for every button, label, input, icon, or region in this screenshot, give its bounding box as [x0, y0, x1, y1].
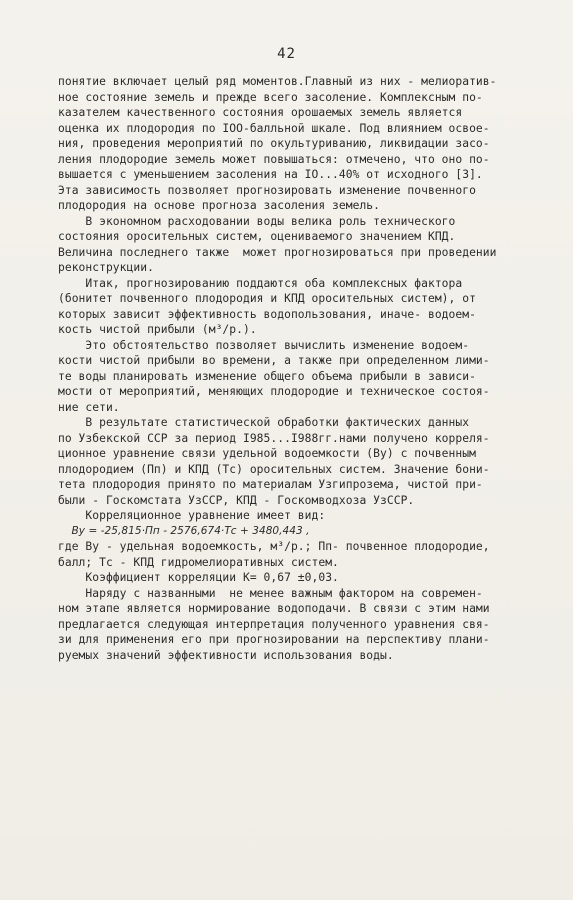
text-line: казателем качественного состояния орошаемых земель является [58, 106, 463, 119]
text-line: Эта зависимость позволяет прогнозировать изменение почвенного [58, 183, 476, 197]
page-number: 42 [277, 46, 296, 62]
text-line: Величина последнего также может прогнозироваться при проведении [58, 245, 497, 259]
text-line: те воды планировать изменение общего объема прибыли в зависи- [58, 369, 476, 383]
body-text [58, 74, 550, 663]
text-line: которых зависит эффективность водопользования, иначе- водоем- [58, 307, 476, 321]
text-line: состояния оросительных систем, оцениваемого значением КПД. [58, 230, 456, 243]
text-line: ния, проведения мероприятий по окультуриванию, ликвидации засо- [58, 137, 490, 150]
text-line: предлагается следующая интерпретация полученного уравнения свя- [58, 617, 490, 631]
text-line: Коэффициент корреляции К= 0,67 ±0,03. [58, 571, 339, 584]
text-line: плодородия на основе прогноза засоления земель. [58, 199, 381, 212]
text-line: ционное уравнение связи удельной водоемкости (Bу) с почвенным [58, 447, 476, 460]
text-line: кость чистой прибыли (м³/р.). [58, 323, 257, 336]
text-line: балл; Tс - КПД гидромелиоративных систем. [58, 555, 339, 569]
text-line: понятие включает целый ряд моментов.Главный из них - мелиоратив- [58, 75, 497, 88]
text-line: В экономном расходовании воды велика роль технического [58, 214, 456, 228]
text-line: ное состояние земель и прежде всего засоление. Комплексным по- [58, 90, 483, 104]
text-line: по Узбекской ССР за период I985...I988гг.нами получено корреля- [58, 431, 490, 445]
text-line: ления плодородие земель может повышаться: отмечено, что оно по- [58, 152, 490, 166]
text-line: где Bу - удельная водоемкость, м³/р.; Пп- почвенное плодородие, [58, 540, 490, 553]
text-line: Это обстоятельство позволяет вычислить изменение водоем- [58, 338, 470, 352]
text-line: тета плодородия принято по материалам Узгипрозема, чистой при- [58, 478, 483, 491]
text-line: ном этапе является нормирование водоподачи. В связи с этим нами [58, 602, 490, 615]
text-line: ние сети. [58, 400, 120, 414]
text-line: были - Госкомстата УзССР, КПД - Госкомводхоза УзССР. [58, 493, 415, 507]
text-line: плодородием (Пп) и КПД (Tс) оросительных систем. Значение бони- [58, 462, 490, 476]
text-line: реконструкции. [58, 261, 154, 274]
text-line: (бонитет почвенного плодородия и КПД оросительных систем), от [58, 292, 476, 305]
regression-formula: Bу = -25,815·Пп - 2576,674·Tс + 3480,443 , [58, 524, 310, 537]
text-line: Наряду с названными не менее важным фактором на современ- [58, 586, 483, 600]
text-line: Итак, прогнозированию поддаются оба комплексных фактора [58, 276, 463, 290]
text-line: руемых значений эффективности использования воды. [58, 648, 394, 662]
text-line: вышается с уменьшением засоления на IO...40% от исходного [3]. [58, 168, 483, 181]
text-line: оценка их плодородия по IOO-балльной шкале. Под влиянием освое- [58, 121, 490, 135]
text-line: зи для применения его при прогнозировании на перспективу плани- [58, 633, 490, 646]
text-line: мости от мероприятий, меняющих плодородие и техническое состоя- [58, 385, 490, 398]
text-line: Корреляционное уравнение имеет вид: [58, 509, 326, 522]
text-line: кости чистой прибыли во времени, а также при определенном лими- [58, 354, 490, 367]
text-line: В результате статистической обработки фактических данных [58, 416, 470, 429]
